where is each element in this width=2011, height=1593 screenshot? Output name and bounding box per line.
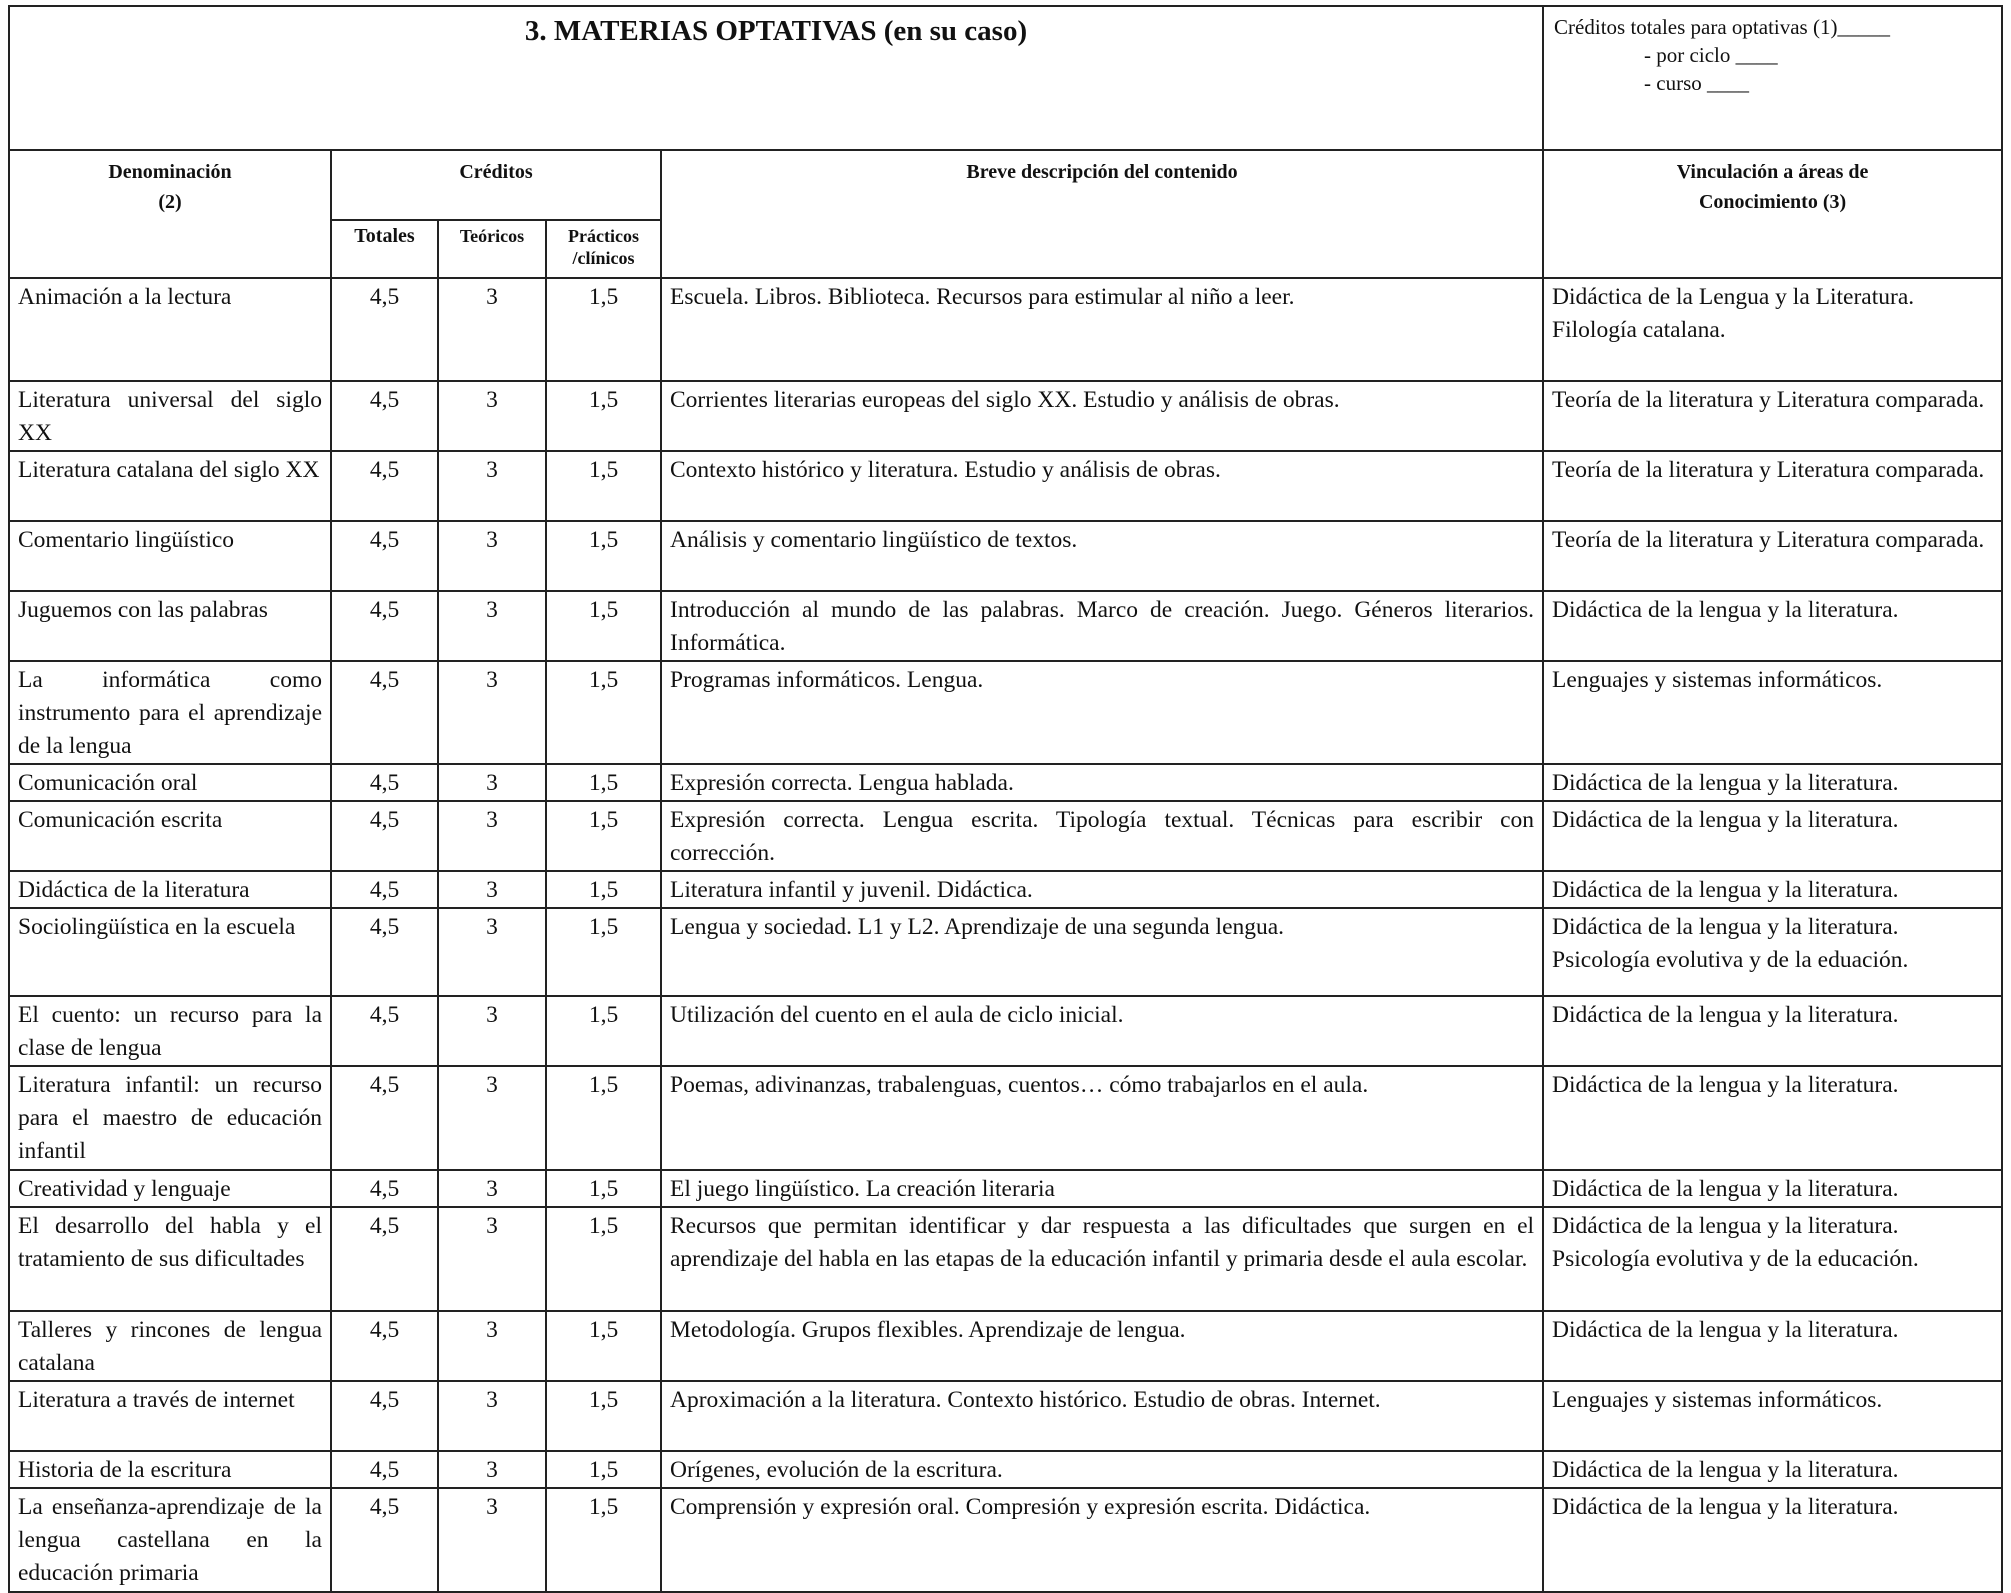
cell-vinculacion (1543, 1066, 2002, 1170)
col-denominacion-label: Denominación (108, 161, 232, 183)
area-item: Didáctica de la lengua y la literatura. (1552, 877, 1899, 903)
table-row (9, 521, 2002, 591)
cell-descripcion: Introducción al mundo de las palabras. Marco de creación. Juego. Géneros literarios. Informática. (661, 591, 1543, 661)
cell-teoricos: 3 (438, 661, 546, 764)
cell-descripcion: Literatura infantil y juvenil. Didáctica. (661, 871, 1543, 908)
col-vinculacion-label-2: Conocimiento (3) (1698, 191, 1847, 213)
cell-totales: 4,5 (331, 451, 438, 521)
cell-denominacion: Juguemos con las palabras (9, 591, 331, 661)
table-body (9, 278, 2002, 1592)
cell-descripcion: Contexto histórico y literatura. Estudio y análisis de obras. (661, 451, 1543, 521)
cell-practicos: 1,5 (546, 908, 661, 996)
area-item: Didáctica de la lengua y la literatura. (1552, 1213, 1899, 1239)
document-sheet (8, 5, 2001, 1593)
table-row (9, 381, 2002, 451)
cell-teoricos: 3 (438, 381, 546, 451)
cell-vinculacion (1543, 381, 2002, 451)
cell-vinculacion (1543, 1170, 2002, 1207)
cell-teoricos: 3 (438, 871, 546, 908)
credits-summary (1543, 6, 2002, 150)
cell-teoricos: 3 (438, 1170, 546, 1207)
cell-vinculacion (1543, 1488, 2002, 1592)
area-item: Psicología evolutiva y de la educación. (1552, 1246, 1919, 1272)
cell-descripcion: Análisis y comentario lingüístico de textos. (661, 521, 1543, 591)
col-practicos-label: Prácticos (568, 226, 639, 246)
cell-totales: 4,5 (331, 521, 438, 591)
cell-denominacion: La enseñanza-aprendizaje de la lengua castellana en la educación primaria (9, 1488, 331, 1592)
cell-descripcion: Escuela. Libros. Biblioteca. Recursos para estimular al niño a leer. (661, 278, 1543, 381)
col-teoricos: Teóricos (438, 220, 546, 278)
cell-teoricos: 3 (438, 451, 546, 521)
cell-vinculacion (1543, 451, 2002, 521)
area-item: Didáctica de la lengua y la literatura. (1552, 807, 1899, 833)
table-row (9, 871, 2002, 908)
area-item: Teoría de la literatura y Literatura comparada. (1552, 387, 1985, 413)
cell-vinculacion (1543, 278, 2002, 381)
cell-denominacion: La informática como instrumento para el aprendizaje de la lengua (9, 661, 331, 764)
page-title: 3. MATERIAS OPTATIVAS (en su caso) (9, 6, 1543, 150)
table-row (9, 801, 2002, 871)
cell-totales: 4,5 (331, 1207, 438, 1311)
table-row (9, 996, 2002, 1066)
col-creditos: Créditos (331, 150, 661, 220)
table-row (9, 1207, 2002, 1311)
cell-practicos: 1,5 (546, 801, 661, 871)
cell-totales: 4,5 (331, 1451, 438, 1488)
cell-descripcion: Comprensión y expresión oral. Compresión y expresión escrita. Didáctica. (661, 1488, 1543, 1592)
cell-denominacion: El cuento: un recurso para la clase de lengua (9, 996, 331, 1066)
area-item: Didáctica de la lengua y la literatura. (1552, 914, 1899, 940)
cell-practicos: 1,5 (546, 1488, 661, 1592)
cell-descripcion: Programas informáticos. Lengua. (661, 661, 1543, 764)
area-item: Teoría de la literatura y Literatura comparada. (1552, 527, 1985, 553)
cell-descripcion: Expresión correcta. Lengua hablada. (661, 764, 1543, 801)
cell-totales: 4,5 (331, 381, 438, 451)
cell-practicos: 1,5 (546, 871, 661, 908)
cell-teoricos: 3 (438, 1066, 546, 1170)
col-vinculacion (1543, 150, 2002, 278)
cell-denominacion: Literatura universal del siglo XX (9, 381, 331, 451)
table-row (9, 1311, 2002, 1381)
cell-denominacion: Comentario lingüístico (9, 521, 331, 591)
credits-total-label: Créditos totales para optativas (1)_____ (1554, 15, 1890, 39)
area-item: Didáctica de la lengua y la literatura. (1552, 1317, 1899, 1343)
cell-totales: 4,5 (331, 1311, 438, 1381)
table-row (9, 661, 2002, 764)
cell-teoricos: 3 (438, 1451, 546, 1488)
cell-denominacion: Didáctica de la literatura (9, 871, 331, 908)
credits-course-label: - curso ____ (1644, 71, 1750, 95)
cell-vinculacion (1543, 1451, 2002, 1488)
cell-totales: 4,5 (331, 1488, 438, 1592)
cell-denominacion: Comunicación oral (9, 764, 331, 801)
table-row (9, 1170, 2002, 1207)
cell-vinculacion (1543, 521, 2002, 591)
cell-vinculacion (1543, 764, 2002, 801)
table-row (9, 451, 2002, 521)
cell-teoricos: 3 (438, 764, 546, 801)
area-item: Filología catalana. (1552, 317, 1726, 343)
col-vinculacion-label: Vinculación a áreas de (1676, 161, 1869, 183)
cell-denominacion: Literatura catalana del siglo XX (9, 451, 331, 521)
cell-denominacion: Literatura a través de internet (9, 1381, 331, 1451)
cell-vinculacion (1543, 1311, 2002, 1381)
col-practicos-label-2: /clínicos (572, 248, 635, 268)
cell-totales: 4,5 (331, 591, 438, 661)
cell-practicos: 1,5 (546, 1207, 661, 1311)
area-item: Didáctica de la lengua y la literatura. (1552, 597, 1899, 623)
cell-denominacion: Creatividad y lenguaje (9, 1170, 331, 1207)
cell-teoricos: 3 (438, 1488, 546, 1592)
table-row (9, 278, 2002, 381)
cell-totales: 4,5 (331, 871, 438, 908)
cell-totales: 4,5 (331, 1066, 438, 1170)
table-row (9, 1451, 2002, 1488)
cell-totales: 4,5 (331, 1170, 438, 1207)
cell-totales: 4,5 (331, 801, 438, 871)
cell-teoricos: 3 (438, 1207, 546, 1311)
materias-optativas-table (8, 5, 2003, 1593)
cell-practicos: 1,5 (546, 521, 661, 591)
cell-practicos: 1,5 (546, 278, 661, 381)
cell-vinculacion (1543, 591, 2002, 661)
cell-teoricos: 3 (438, 908, 546, 996)
col-descripcion: Breve descripción del contenido (661, 150, 1543, 278)
cell-denominacion: Comunicación escrita (9, 801, 331, 871)
table-row (9, 908, 2002, 996)
cell-denominacion: Sociolingüística en la escuela (9, 908, 331, 996)
table-row (9, 591, 2002, 661)
col-denominacion (9, 150, 331, 278)
cell-totales: 4,5 (331, 1381, 438, 1451)
cell-totales: 4,5 (331, 908, 438, 996)
cell-practicos: 1,5 (546, 661, 661, 764)
col-denominacion-note: (2) (158, 191, 182, 213)
header-row (9, 150, 2002, 220)
cell-teoricos: 3 (438, 591, 546, 661)
cell-teoricos: 3 (438, 521, 546, 591)
area-item: Lenguajes y sistemas informáticos. (1552, 667, 1883, 693)
cell-totales: 4,5 (331, 661, 438, 764)
cell-vinculacion (1543, 1207, 2002, 1311)
cell-practicos: 1,5 (546, 1311, 661, 1381)
cell-descripcion: Lengua y sociedad. L1 y L2. Aprendizaje de una segunda lengua. (661, 908, 1543, 996)
cell-totales: 4,5 (331, 278, 438, 381)
cell-vinculacion (1543, 871, 2002, 908)
table-row (9, 1488, 2002, 1592)
area-item: Didáctica de la lengua y la literatura. (1552, 1176, 1899, 1202)
area-item: Didáctica de la lengua y la literatura. (1552, 1457, 1899, 1483)
area-item: Didáctica de la lengua y la literatura. (1552, 1072, 1899, 1098)
cell-descripcion: Aproximación a la literatura. Contexto histórico. Estudio de obras. Internet. (661, 1381, 1543, 1451)
cell-descripcion: Expresión correcta. Lengua escrita. Tipología textual. Técnicas para escribir con corrección. (661, 801, 1543, 871)
cell-teoricos: 3 (438, 996, 546, 1066)
cell-totales: 4,5 (331, 764, 438, 801)
cell-totales: 4,5 (331, 996, 438, 1066)
cell-descripcion: Metodología. Grupos flexibles. Aprendizaje de lengua. (661, 1311, 1543, 1381)
cell-practicos: 1,5 (546, 451, 661, 521)
area-item: Lenguajes y sistemas informáticos. (1552, 1387, 1883, 1413)
col-totales: Totales (331, 220, 438, 278)
area-item: Teoría de la literatura y Literatura comparada. (1552, 457, 1985, 483)
area-item: Didáctica de la Lengua y la Literatura. (1552, 284, 1915, 310)
table-row (9, 1066, 2002, 1170)
cell-denominacion: Literatura infantil: un recurso para el maestro de educación infantil (9, 1066, 331, 1170)
cell-descripcion: Utilización del cuento en el aula de ciclo inicial. (661, 996, 1543, 1066)
cell-descripcion: Poemas, adivinanzas, trabalenguas, cuentos… cómo trabajarlos en el aula. (661, 1066, 1543, 1170)
col-practicos (546, 220, 661, 278)
cell-denominacion: El desarrollo del habla y el tratamiento de sus dificultades (9, 1207, 331, 1311)
credits-cycle-label: - por ciclo ____ (1644, 43, 1778, 67)
area-item: Psicología evolutiva y de la eduación. (1552, 947, 1909, 973)
cell-vinculacion (1543, 1381, 2002, 1451)
cell-denominacion: Historia de la escritura (9, 1451, 331, 1488)
cell-descripcion: Corrientes literarias europeas del siglo XX. Estudio y análisis de obras. (661, 381, 1543, 451)
title-row (9, 6, 2002, 150)
cell-denominacion: Talleres y rincones de lengua catalana (9, 1311, 331, 1381)
cell-practicos: 1,5 (546, 1451, 661, 1488)
cell-teoricos: 3 (438, 278, 546, 381)
cell-descripcion: Recursos que permitan identificar y dar respuesta a las dificultades que surgen en el aprendizaje del habla en las etapas de la educación infantil y primaria desde el aula escolar. (661, 1207, 1543, 1311)
area-item: Didáctica de la lengua y la literatura. (1552, 770, 1899, 796)
cell-vinculacion (1543, 801, 2002, 871)
area-item: Didáctica de la lengua y la literatura. (1552, 1002, 1899, 1028)
area-item: Didáctica de la lengua y la literatura. (1552, 1494, 1899, 1520)
cell-practicos: 1,5 (546, 1381, 661, 1451)
cell-vinculacion (1543, 661, 2002, 764)
cell-practicos: 1,5 (546, 381, 661, 451)
table-row (9, 764, 2002, 801)
cell-teoricos: 3 (438, 1311, 546, 1381)
cell-vinculacion (1543, 996, 2002, 1066)
cell-vinculacion (1543, 908, 2002, 996)
cell-denominacion: Animación a la lectura (9, 278, 331, 381)
cell-descripcion: Orígenes, evolución de la escritura. (661, 1451, 1543, 1488)
cell-practicos: 1,5 (546, 764, 661, 801)
cell-descripcion: El juego lingüístico. La creación literaria (661, 1170, 1543, 1207)
cell-practicos: 1,5 (546, 1066, 661, 1170)
cell-teoricos: 3 (438, 1381, 546, 1451)
cell-practicos: 1,5 (546, 1170, 661, 1207)
cell-teoricos: 3 (438, 801, 546, 871)
cell-practicos: 1,5 (546, 996, 661, 1066)
table-row (9, 1381, 2002, 1451)
cell-practicos: 1,5 (546, 591, 661, 661)
